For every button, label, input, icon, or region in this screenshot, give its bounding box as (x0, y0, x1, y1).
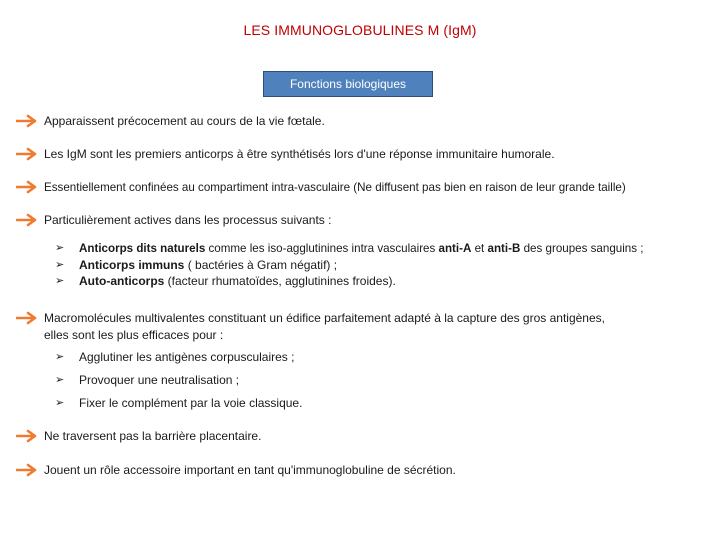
bullet-item-3 (16, 179, 626, 196)
page-title: LES IMMUNOGLOBULINES M (IgM) (243, 22, 477, 38)
section-header-box: Fonctions biologiques (263, 71, 433, 97)
chevron-right-icon: ➢ (55, 397, 65, 409)
orange-arrow-icon (16, 114, 40, 128)
chevron-right-icon: ➢ (55, 374, 65, 386)
sub-item-text: Agglutiner les antigènes corpusculaires ; (79, 350, 295, 364)
chevron-right-icon: ➢ (55, 351, 65, 363)
bullet-item-1 (16, 113, 325, 130)
bullet-item-6 (16, 428, 261, 445)
sub-item-text: Auto-anticorps (facteur rhumatoïdes, agglutinines froides). (79, 274, 396, 288)
sub2-item-2 (55, 372, 239, 389)
sub-item-1 (55, 240, 643, 257)
sub2-item-3 (55, 395, 302, 412)
bullet-text: Les IgM sont les premiers anticorps à être synthétisés lors d'une réponse immunitaire humorale. (44, 147, 555, 161)
chevron-right-icon: ➢ (55, 275, 65, 287)
sub2-item-1 (55, 349, 294, 366)
bullet-item-2 (16, 146, 555, 163)
orange-arrow-icon (16, 180, 40, 194)
bullet-text: Apparaissent précocement au cours de la vie fœtale. (44, 114, 325, 128)
sub-item-3 (55, 273, 396, 290)
chevron-right-icon: ➢ (55, 242, 65, 254)
orange-arrow-icon (16, 311, 40, 325)
orange-arrow-icon (16, 147, 40, 161)
sub-item-text: Anticorps immuns ( bactéries à Gram négatif) ; (79, 258, 338, 272)
bullet-item-4 (16, 212, 331, 229)
chevron-right-icon: ➢ (55, 259, 65, 271)
sub-item-text: Provoquer une neutralisation ; (79, 373, 240, 387)
bullet-text: Macromolécules multivalentes constituant un édifice parfaitement adapté à la capture des gros antigènes, elles sont les plus efficaces pour : (44, 311, 605, 342)
orange-arrow-icon (16, 429, 40, 443)
sub-item-text: Fixer le complément par la voie classique. (79, 396, 303, 410)
orange-arrow-icon (16, 463, 40, 477)
sub-item-2 (55, 257, 337, 274)
bullet-text: Particulièrement actives dans les processus suivants : (44, 213, 332, 227)
bullet-text: Jouent un rôle accessoire important en tant qu'immunoglobuline de sécrétion. (44, 463, 456, 477)
orange-arrow-icon (16, 213, 40, 227)
bullet-item-7 (16, 462, 456, 479)
bullet-item-5 (16, 310, 605, 344)
bullet-text: Ne traversent pas la barrière placentaire. (44, 429, 262, 443)
sub-item-text: Anticorps dits naturels comme les iso-agglutinines intra vasculaires anti-A et anti-B des groupes sanguins ; (79, 242, 644, 255)
bullet-text: Essentiellement confinées au compartiment intra-vasculaire (Ne diffusent pas bien en raison de leur grande taille) (44, 181, 626, 194)
